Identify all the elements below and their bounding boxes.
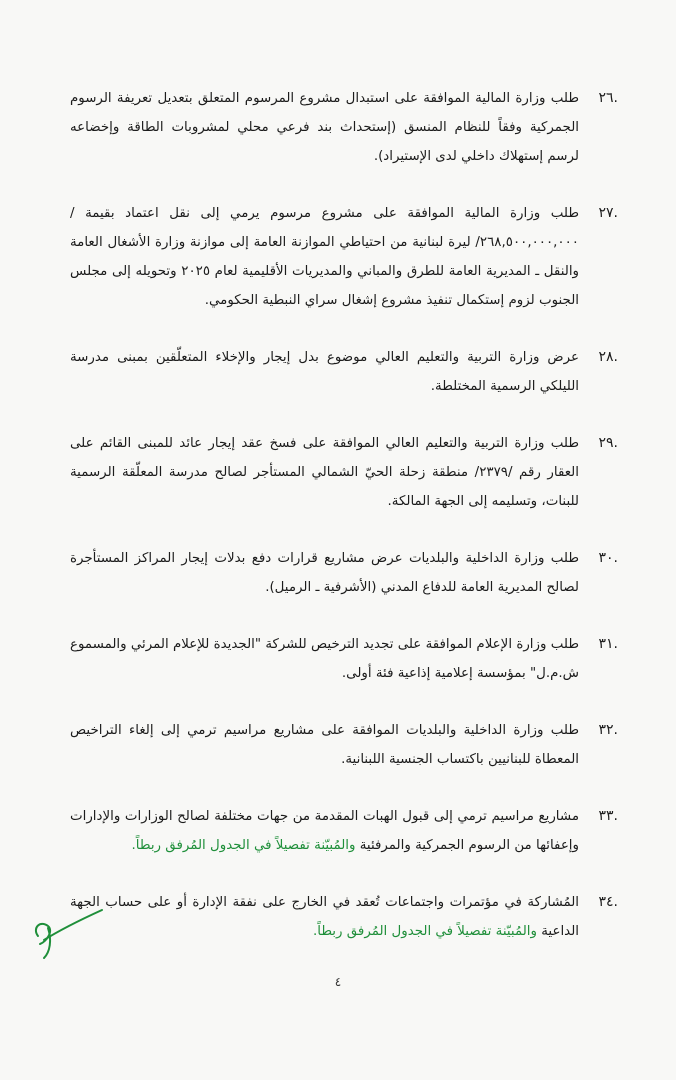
- item-number: .٢٧: [598, 205, 618, 221]
- handwritten-note: والمُبيّنة تفصيلاً في الجدول المُرفق ربطاً.: [131, 838, 356, 853]
- item-text: طلب وزارة المالية الموافقة على استبدال مشروع المرسوم المتعلق بتعديل تعريفة الرسوم الجمركية وفقاً للنظام المنسق (إستحداث بند فرعي محلي لمشروبات الطاقة وإخضاعه لرسم إستهلاك داخلي لدى الإستيراد).: [70, 91, 579, 164]
- item-text: عرض وزارة التربية والتعليم العالي موضوع بدل إيجار والإخلاء المتعلّقين بمبنى مدرسة الليلكي الرسمية المختلطة.: [70, 350, 579, 394]
- handwritten-note: والمُبيّنة تفصيلاً في الجدول المُرفق ربطاً.: [312, 924, 537, 939]
- signature-icon: [30, 900, 110, 960]
- item-text: طلب وزارة المالية الموافقة على مشروع مرسوم يرمي إلى نقل اعتماد بقيمة /٢٦٨,٥٠٠,٠٠٠,٠٠٠/ ليرة لبنانية من احتياطي الموازنة العامة إلى موازنة وزارة الأشغال العامة والنقل ـ المديرية العامة للطرق والمباني والمديريات الأقليمية لعام ٢٠٢٥ وتحويله إلى مجلس الجنوب لزوم إستكمال تنفيذ مشروع إشغال سراي النبطية الحكومي.: [70, 206, 579, 308]
- item-text: مشاريع مراسيم ترمي إلى قبول الهبات المقدمة من جهات مختلفة لصالح الوزارات والإدارات وإعفائها من الرسوم الجمركية والمرفئية والمُبيّنة تفصيلاً في الجدول المُرفق ربطاً.: [70, 809, 579, 853]
- agenda-item-30: [0, 544, 676, 602]
- agenda-item-31: [0, 630, 676, 688]
- item-text: طلب وزارة الداخلية والبلديات الموافقة على مشاريع مراسيم ترمي إلى إلغاء التراخيص المعطاة للبنانيين باكتساب الجنسية اللبنانية.: [70, 723, 579, 767]
- agenda-items: [0, 84, 676, 974]
- item-text: المُشاركة في مؤتمرات واجتماعات تُعقد في الخارج على نفقة الإدارة أو على حساب الجهة الداعية والمُبيّنة تفصيلاً في الجدول المُرفق ربطاً.: [70, 895, 579, 939]
- agenda-item-32: [0, 716, 676, 774]
- item-number: .٢٦: [598, 90, 618, 106]
- item-text: طلب وزارة التربية والتعليم العالي الموافقة على فسخ عقد إيجار عائد للمبنى القائم على العقار رقم /٢٣٧٩/ منطقة زحلة الحيّ الشمالي المستأجر لصالح مدرسة المعلّقة الرسمية للبنات، وتسليمه إلى الجهة المالكة.: [70, 436, 579, 509]
- item-text: طلب وزارة الإعلام الموافقة على تجديد الترخيص للشركة "الجديدة للإعلام المرئي والمسموع ش.م.ل" بمؤسسة إعلامية إذاعية فئة أولى.: [70, 637, 579, 681]
- item-number: .٢٨: [598, 349, 618, 365]
- item-number: .٣٠: [598, 550, 618, 566]
- agenda-item-28: [0, 343, 676, 401]
- agenda-item-26: [0, 84, 676, 171]
- agenda-item-29: [0, 429, 676, 516]
- agenda-item-27: [0, 199, 676, 315]
- page-number: ٤: [334, 975, 342, 989]
- item-number: .٢٩: [598, 435, 618, 451]
- item-number: .٣١: [598, 636, 618, 652]
- item-text: طلب وزارة الداخلية والبلديات عرض مشاريع قرارات دفع بدلات إيجار المراكز المستأجرة لصالح المديرية العامة للدفاع المدني (الأشرفية ـ الرميل).: [70, 551, 579, 595]
- agenda-item-33: [0, 802, 676, 860]
- item-number: .٣٣: [598, 808, 618, 824]
- item-number: .٣٢: [598, 722, 618, 738]
- item-number: .٣٤: [598, 894, 618, 910]
